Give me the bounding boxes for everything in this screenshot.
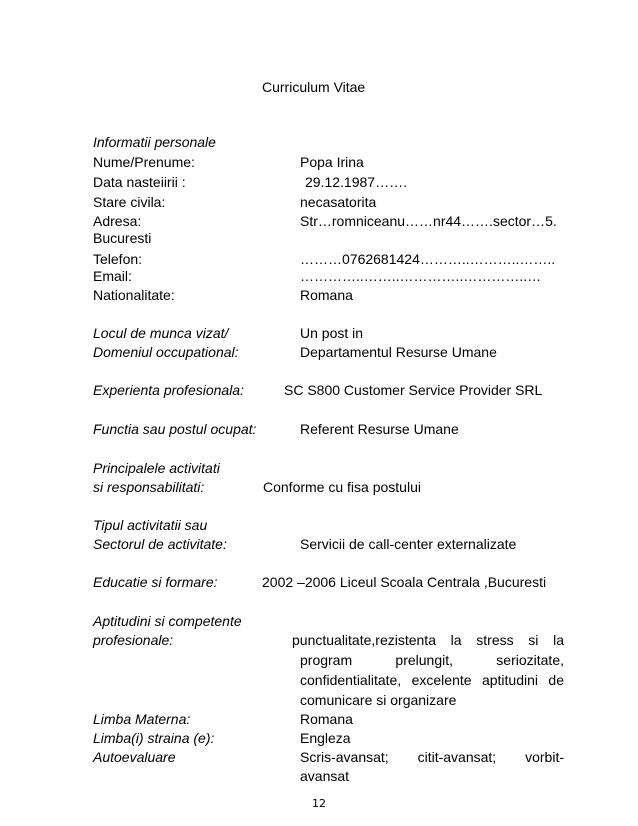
civil-status-label: Stare civila:: [93, 194, 166, 210]
nationality-value: Romana: [300, 287, 353, 303]
self-evaluation-line-2: avansat: [300, 768, 350, 784]
dob-label: Data nasteiirii :: [93, 174, 186, 190]
experience-label: Experienta profesionala:: [93, 382, 244, 398]
page-title: Curriculum Vitae: [262, 79, 366, 95]
education-label: Educatie si formare:: [93, 574, 218, 590]
position-label: Functia sau postul ocupat:: [93, 421, 257, 437]
position-value: Referent Resurse Umane: [300, 421, 459, 437]
target-job-value: Un post in: [300, 325, 364, 341]
activities-label-line1: Principalele activitati: [93, 460, 220, 476]
sector-label-line2: Sectorul de activitate:: [93, 536, 227, 552]
civil-status-value: necasatorita: [300, 194, 377, 210]
activities-label-line2: si responsabilitati:: [93, 479, 205, 495]
sector-value: Servicii de call-center externalizate: [300, 536, 517, 552]
name-label: Nume/Prenume:: [93, 154, 195, 170]
sector-label-line1: Tipul activitatii sau: [93, 517, 208, 533]
skills-line-1: punctualitate,rezistenta la stress si la: [292, 632, 564, 648]
page-number: 12: [312, 797, 326, 810]
skills-label-line2: profesionale:: [93, 632, 174, 648]
skills-label-line1: Aptitudini si competente: [93, 613, 242, 629]
occupational-field-value: Departamentul Resurse Umane: [300, 344, 497, 360]
email-label: Email:: [93, 268, 132, 284]
skills-line-4: comunicare si organizare: [300, 692, 457, 708]
self-evaluation-line-1: Scris-avansat; citit-avansat; vorbit-: [300, 749, 564, 765]
experience-value: SC S800 Customer Service Provider SRL: [284, 382, 543, 398]
education-value: 2002 –2006 Liceul Scoala Centrala ,Bucuresti: [262, 574, 547, 590]
section-personal-info: Informatii personale: [93, 134, 216, 150]
address-label: Adresa:: [93, 213, 142, 229]
mother-tongue-label: Limba Materna:: [93, 711, 191, 727]
activities-value: Conforme cu fisa postului: [263, 479, 421, 495]
phone-value: ………0762681424………..………..……..: [300, 251, 556, 267]
email-value: …………..……..…………..…………..…: [300, 268, 542, 284]
address-value: Str…romniceanu……nr44…….sector…5.: [300, 213, 557, 229]
self-evaluation-label: Autoevaluare: [93, 749, 176, 765]
address-continuation: Bucuresti: [93, 230, 152, 246]
skills-line-2: program prelungit, seriozitate,: [300, 652, 564, 668]
dob-value: 29.12.1987…….: [305, 174, 407, 190]
mother-tongue-value: Romana: [300, 711, 353, 727]
nationality-label: Nationalitate:: [93, 287, 175, 303]
occupational-field-label: Domeniul occupational:: [93, 344, 239, 360]
foreign-language-label: Limba(i) straina (e):: [93, 730, 215, 746]
target-job-label: Locul de munca vizat/: [93, 325, 229, 341]
phone-label: Telefon:: [93, 251, 143, 267]
foreign-language-value: Engleza: [300, 730, 351, 746]
skills-line-3: confidentialitate, excelente aptitudini de: [300, 672, 564, 688]
name-value: Popa Irina: [300, 154, 364, 170]
